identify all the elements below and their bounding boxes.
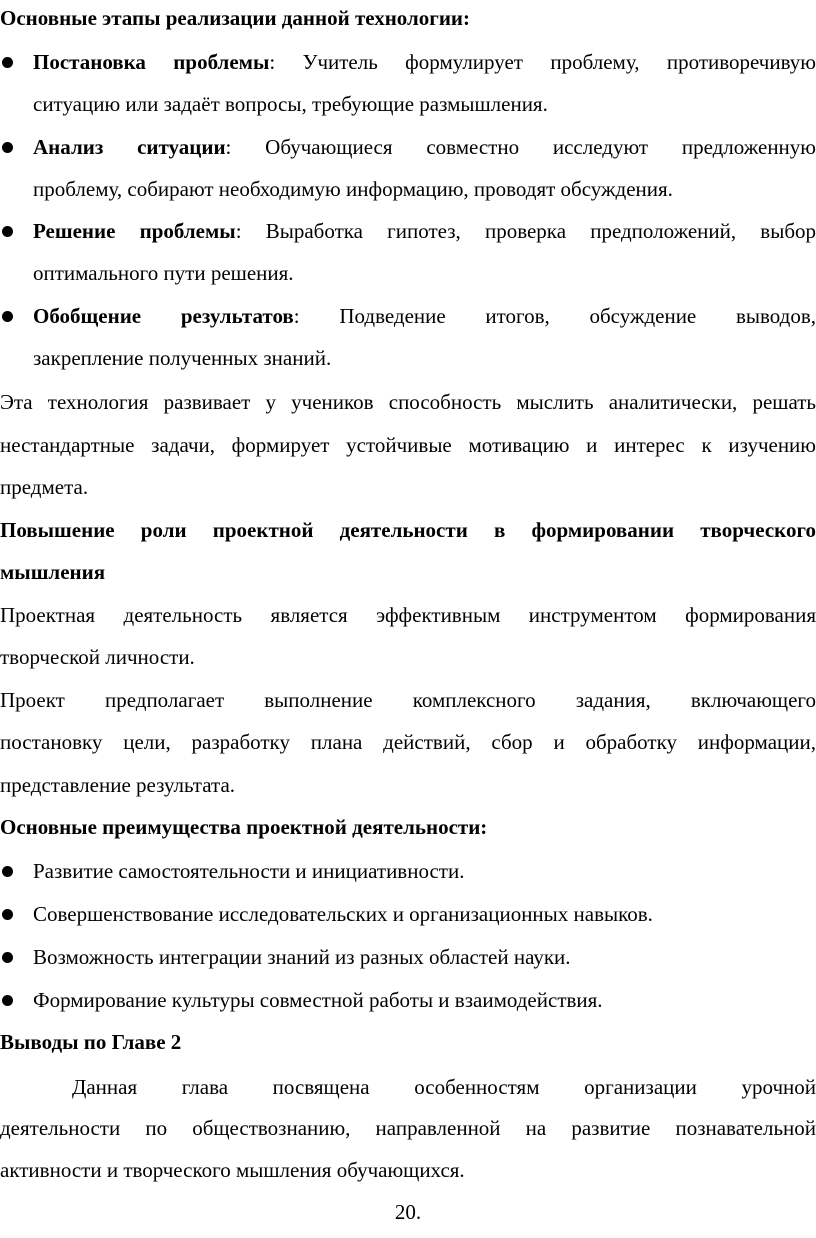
list-item-line: Анализ ситуации: Обучающиеся совместно исследуют предложенную — [33, 135, 816, 159]
bullet-icon — [2, 995, 13, 1006]
paragraph-line: Проектная деятельность является эффективным инструментом формирования — [0, 603, 816, 627]
page-number: 20. — [394, 1200, 422, 1224]
bullet-icon — [2, 311, 13, 322]
list-item-line: закрепление полученных знаний. — [33, 346, 332, 370]
paragraph-line: постановку цели, разработку плана действий, сбор и обработку информации, — [0, 730, 816, 754]
list-item-term: Постановка проблемы — [33, 50, 270, 74]
paragraph-line: творческой личности. — [0, 645, 195, 669]
list-item-term: Обобщение результатов — [33, 304, 294, 328]
paragraph-line: нестандартные задачи, формирует устойчивые мотивацию и интерес к изучению — [0, 433, 816, 457]
paragraph-line: Данная глава посвящена особенностям организации урочной — [72, 1075, 816, 1099]
paragraph-line: деятельности по обществознанию, направленной на развитие познавательной — [0, 1116, 816, 1140]
bullet-icon — [2, 952, 13, 963]
list-item-line: ситуацию или задаёт вопросы, требующие размышления. — [33, 92, 548, 116]
list-item-text: Совершенствование исследовательских и организационных навыков. — [33, 902, 653, 926]
bullet-icon — [2, 866, 13, 877]
list-item-line: оптимального пути решения. — [33, 261, 294, 285]
paragraph-line: предмета. — [0, 475, 89, 499]
list-item-text: Возможность интеграции знаний из разных областей науки. — [33, 945, 571, 969]
section-heading-stages: Основные этапы реализации данной технологии: — [0, 6, 471, 30]
section-heading-advantages: Основные преимущества проектной деятельности: — [0, 815, 488, 839]
paragraph-line: активности и творческого мышления обучающихся. — [0, 1158, 465, 1182]
bullet-icon — [2, 226, 13, 237]
list-item-text: Развитие самостоятельности и инициативности. — [33, 859, 465, 883]
section-heading-project-cont: мышления — [0, 560, 106, 584]
list-item-text: Формирование культуры совместной работы и взаимодействия. — [33, 988, 603, 1012]
section-heading-conclusions: Выводы по Главе 2 — [0, 1030, 182, 1054]
list-item-line: проблему, собирают необходимую информацию, проводят обсуждения. — [33, 177, 673, 201]
bullet-icon — [2, 57, 13, 68]
bullet-icon — [2, 142, 13, 153]
paragraph-line: представление результата. — [0, 773, 236, 797]
list-item-line: Решение проблемы: Выработка гипотез, проверка предположений, выбор — [33, 219, 816, 243]
paragraph-line: Эта технология развивает у учеников способность мыслить аналитически, решать — [0, 390, 816, 414]
list-item-line: Обобщение результатов: Подведение итогов, обсуждение выводов, — [33, 304, 816, 328]
paragraph-line: Проект предполагает выполнение комплексного задания, включающего — [0, 688, 816, 712]
list-item-term: Решение проблемы — [33, 219, 236, 243]
list-item-line: Постановка проблемы: Учитель формулирует проблему, противоречивую — [33, 50, 816, 74]
section-heading-project: Повышение роли проектной деятельности в формировании творческого — [0, 518, 816, 542]
bullet-icon — [2, 909, 13, 920]
list-item-term: Анализ ситуации — [33, 135, 226, 159]
